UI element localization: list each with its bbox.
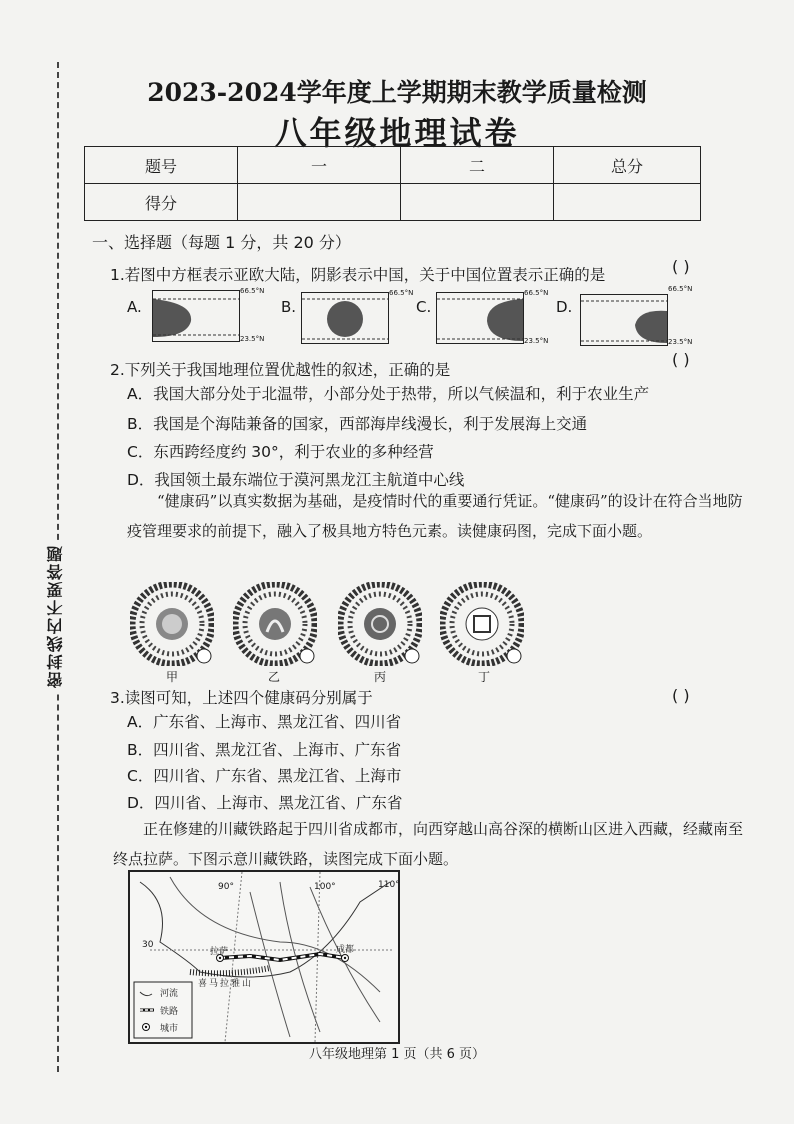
- score-input-cell[interactable]: [554, 184, 701, 221]
- score-input-cell[interactable]: [401, 184, 554, 221]
- option-d-map[interactable]: [580, 294, 668, 346]
- score-input-cell[interactable]: [238, 184, 401, 221]
- longitude-label: 90°: [218, 882, 234, 892]
- option-c[interactable]: C．东西跨经度约 30°，利于农业的多种经营: [127, 443, 434, 461]
- latitude-label: 66.5°N: [240, 287, 265, 295]
- option-a-map[interactable]: [152, 290, 240, 342]
- option-label: C.: [416, 298, 432, 316]
- latitude-label: 30: [142, 940, 154, 950]
- city-label-chengdu: 成都: [336, 945, 355, 955]
- railway-passage: [113, 814, 745, 874]
- score-table: [84, 146, 701, 221]
- exam-title: 2023-2024学年度上学期期末教学质量检测: [147, 78, 647, 107]
- latitude-label: 66.5°N: [389, 289, 414, 297]
- qr-label-bing: 丙: [374, 670, 387, 684]
- legend-river: 河流: [160, 989, 179, 999]
- health-code-passage: [127, 486, 744, 546]
- option-b[interactable]: B．我国是个海陆兼备的国家，西部海岸线漫长，利于发展海上交通: [127, 415, 588, 433]
- score-table-header-row: [85, 147, 701, 184]
- option-a[interactable]: A．我国大部分处于北温带，小部分处于热带，所以气候温和，利于农业生产: [127, 385, 650, 403]
- latitude-label: 23.5°N: [240, 335, 265, 343]
- score-table-score-row: [85, 184, 701, 221]
- option-d[interactable]: D．我国领土最东端位于漠河黑龙江主航道中心线: [127, 471, 465, 489]
- question-2-stem: 2.下列关于我国地理位置优越性的叙述，正确的是: [110, 361, 451, 379]
- latitude-label: 66.5°N: [668, 285, 693, 293]
- legend-city: 城市: [160, 1024, 179, 1034]
- passage-text: 正在修建的川藏铁路起于四川省成都市，向西穿越山高谷深的横断山区进入西藏，经藏南至终点拉萨。下图示意川藏铁路，读图完成下面小题。: [113, 820, 744, 868]
- score-cell: 得分: [85, 184, 238, 221]
- option-label: A.: [127, 298, 142, 316]
- score-cell: 一: [238, 147, 401, 184]
- answer-blank-2[interactable]: ( ): [672, 350, 690, 369]
- page-footer: 八年级地理第 1 页（共 6 页）: [308, 1047, 486, 1062]
- score-cell: 题号: [85, 147, 238, 184]
- score-cell: 二: [401, 147, 554, 184]
- qr-label-jia: 甲: [166, 670, 179, 684]
- answer-blank-3[interactable]: ( ): [672, 686, 690, 705]
- seal-notice: 密封线内不要答题: [44, 540, 67, 692]
- latitude-label: 23.5°N: [524, 337, 549, 345]
- health-code-yi: [233, 582, 317, 666]
- question-1-stem: 1.若图中方框表示亚欧大陆，阴影表示中国，关于中国位置表示正确的是: [110, 266, 606, 284]
- option-label: B.: [281, 298, 297, 316]
- option-d[interactable]: D．四川省、上海市、黑龙江省、广东省: [127, 794, 403, 812]
- option-b[interactable]: B．四川省、黑龙江省、上海市、广东省: [127, 741, 402, 759]
- latitude-label: 23.5°N: [668, 338, 693, 346]
- health-code-bing: [338, 582, 422, 666]
- answer-blank-1[interactable]: ( ): [672, 257, 690, 276]
- score-cell: 总分: [554, 147, 701, 184]
- longitude-label: 110°: [378, 880, 400, 890]
- option-c[interactable]: C．四川省、广东省、黑龙江省、上海市: [127, 767, 402, 785]
- longitude-label: 100°: [314, 882, 336, 892]
- option-label: D.: [556, 298, 573, 316]
- latitude-label: 66.5°N: [524, 289, 549, 297]
- option-a[interactable]: A．广东省、上海市、黑龙江省、四川省: [127, 713, 402, 731]
- mountain-label: 喜马拉雅山: [198, 979, 254, 989]
- option-b-map[interactable]: [301, 292, 389, 344]
- health-code-ding: [440, 582, 524, 666]
- qr-label-ding: 丁: [478, 670, 491, 684]
- qr-label-yi: 乙: [268, 670, 281, 684]
- legend-railway: 铁路: [160, 1007, 179, 1017]
- city-label-lhasa: 拉萨: [210, 947, 229, 957]
- question-3-stem: 3.读图可知，上述四个健康码分别属于: [110, 689, 373, 707]
- health-code-jia: [130, 582, 214, 666]
- sichuan-tibet-railway-map: [128, 870, 400, 1044]
- exam-subtitle: 八年级地理试卷: [274, 114, 520, 152]
- section-heading: 一、选择题（每题 1 分，共 20 分）: [92, 233, 351, 252]
- option-c-map[interactable]: [436, 292, 524, 344]
- passage-text: “健康码”以真实数据为基础，是疫情时代的重要通行凭证。“健康码”的设计在符合当地防疫管理要求的前提下，融入了极具地方特色元素。读健康码图，完成下面小题。: [127, 492, 743, 540]
